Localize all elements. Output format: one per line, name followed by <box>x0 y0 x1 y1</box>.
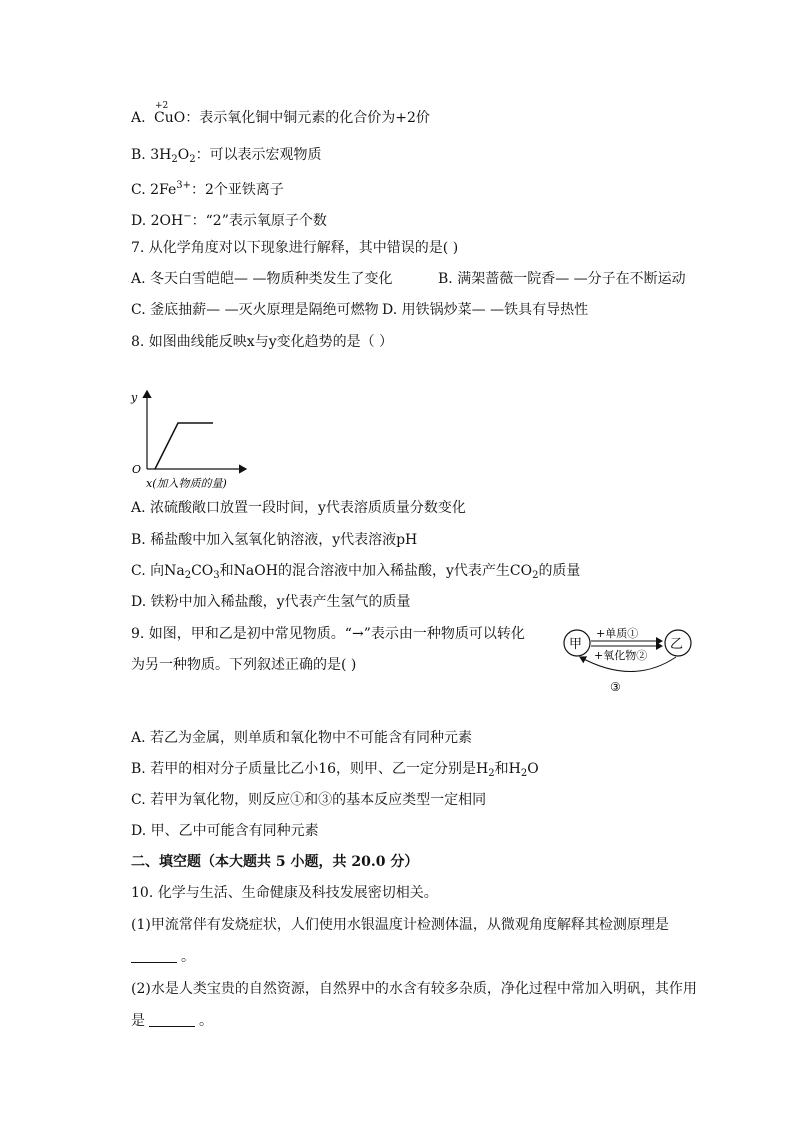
option-label: B. <box>131 147 146 163</box>
q8-option-a: A. 浓硫酸敞口放置一段时间，y代表溶质质量分数变化 <box>131 500 466 516</box>
answer-blank[interactable] <box>149 1012 195 1027</box>
q9-option-a: A. 若乙为金属，则单质和氧化物中不可能含有同种元素 <box>131 730 473 746</box>
q7-stem: 7. 从化学角度对以下现象进行解释，其中错误的是( ) <box>131 240 459 256</box>
q10-part1-answer: 。 <box>131 947 195 967</box>
q7-option-a: A. 冬天白雪皑皑— —物质种类发生了变化 <box>131 271 393 287</box>
option-label: C. <box>131 182 146 198</box>
q8-option-d: D. 铁粉中加入稀盐酸，y代表产生氢气的质量 <box>131 594 411 610</box>
q10-part2-answer: 是 。 <box>131 1013 213 1029</box>
q9-option-d: D. 甲、乙中可能含有同种元素 <box>131 823 319 839</box>
q8-graph <box>128 385 258 495</box>
q10-stem: 10. 化学与生活、生命健康及科技发展密切相关。 <box>131 885 438 901</box>
option-text: ：表示氧化铜中铜元素的化合价为+2价 <box>185 110 430 126</box>
valence-formula <box>154 101 186 128</box>
option-label: D. <box>131 213 147 229</box>
q6-option-c <box>131 176 284 200</box>
formula: 2OH− <box>150 211 192 229</box>
answer-blank[interactable] <box>131 948 177 963</box>
q9-option-c: C. 若甲为氧化物，则反应①和③的基本反应类型一定相同 <box>131 792 487 808</box>
option-text: ：可以表示宏观物质 <box>195 147 322 163</box>
origin-label: O <box>132 463 142 476</box>
q7-option-b: B. 满架蔷薇一院香— —分子在不断运动 <box>438 271 686 287</box>
x-axis-label: x(加入物质的量) <box>146 477 227 490</box>
section-heading: 二、填空题（本大题共 5 小题，共 20.0 分） <box>131 854 419 870</box>
option-label: A. <box>131 110 146 126</box>
q8-stem: 8. 如图曲线能反映x与y变化趋势的是（ ） <box>131 334 394 350</box>
y-axis-label: y <box>131 391 138 404</box>
curve <box>155 423 213 469</box>
arrow-top-label: +单质① <box>596 627 639 640</box>
q8-option-c: C. 向$Na_2CO_3$和NaOH的混合溶液中加入稀盐酸，y代表产生$CO_2$的质量 <box>131 563 581 581</box>
arrow-mid-label: +氧化物② <box>594 649 648 662</box>
q9-stem-line2: 为另一种物质。下列叙述正确的是( ) <box>131 657 357 673</box>
q9-diagram <box>558 624 698 696</box>
formula: $3H_2O_2$ <box>150 147 196 165</box>
formula: CuO <box>154 110 186 126</box>
q7-option-d: D. 用铁锅炒菜— —铁具有导热性 <box>382 302 589 318</box>
q9-option-b: B. 若甲的相对分子质量比乙小16，则甲、乙一定分别是$H_2$和$H_2O$ <box>131 761 539 779</box>
option-text: ：2个亚铁离子 <box>191 182 284 198</box>
q7-option-c: C. 釜底抽薪— —灭火原理是隔绝可燃物 <box>131 302 379 318</box>
formula: $2Fe^{3+}$ <box>150 180 192 198</box>
node-yi-label: 乙 <box>670 637 684 652</box>
valence-sup: +2 <box>155 101 169 111</box>
q6-option-d <box>131 207 327 231</box>
arrow-bottom-label: ③ <box>610 680 621 694</box>
q10-part2: (2)水是人类宝贵的自然资源，自然界中的水含有较多杂质，净化过程中常加入明矾，其作用 <box>131 981 697 997</box>
q9-stem-line1: 9. 如图，甲和乙是初中常见物质。“→”表示由一种物质可以转化 <box>131 626 525 642</box>
node-jia-label: 甲 <box>569 637 583 652</box>
q6-option-b <box>131 145 322 170</box>
q6-option-a <box>131 101 430 128</box>
option-text: ：“2”表示氧原子个数 <box>191 213 327 229</box>
q10-part1: (1)甲流常伴有发烧症状，人们使用水银温度计检测体温，从微观角度解释其检测原理是 <box>131 917 669 933</box>
q8-option-b: B. 稀盐酸中加入氢氧化钠溶液，y代表溶液pH <box>131 532 418 548</box>
